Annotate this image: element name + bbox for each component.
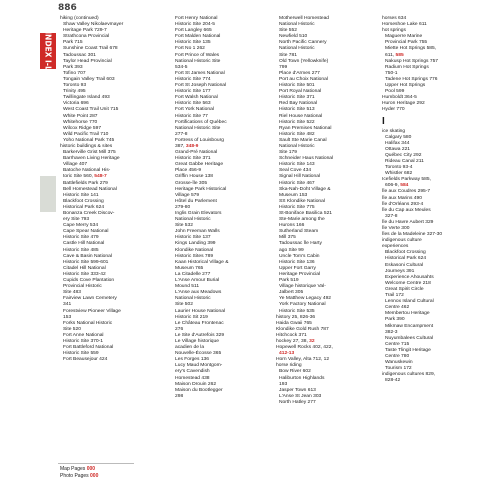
index-entry-text: Barrhaven Living Heritage [63, 156, 120, 162]
index-entry-text: Grand-Pré National [175, 150, 218, 156]
page-number: 886 [58, 3, 77, 13]
index-entry-text: Whistler 682 [385, 171, 413, 177]
photo-pages-number: 000 [90, 472, 99, 479]
index-entry-text: Fort Prince of Wales [175, 52, 220, 58]
index-entry-text: Batoche National His- [63, 168, 111, 174]
index-entry-text: Historic Site 599-601 [63, 259, 109, 265]
index-entry-text: Historic Site 775 [279, 204, 315, 210]
index-entry-text: 277-8 [175, 131, 188, 137]
photo-pages-label: Photo Pages [60, 472, 91, 479]
index-entry-text: Village historique Val- [279, 284, 326, 290]
index-entry-text: Membertou Heritage [385, 311, 430, 317]
index-entry-text: Île du Cap aux Meules [382, 207, 431, 213]
index-subentry [60, 357, 134, 363]
index-entry-text: Historic Site 535 [279, 308, 315, 314]
index-entry-text: 387, [175, 143, 186, 149]
index-entry-text: L'Anse Amour Burial [175, 278, 220, 284]
index-entry-text: 327-8 [385, 213, 398, 219]
index-entry-text: Les Forges 136 [175, 357, 209, 363]
index-entry-text: Site 179 [279, 150, 297, 156]
index-entry-text: Citadel Hill National [63, 265, 106, 271]
index-entry-text: Yoho National Park 745 [63, 137, 115, 143]
index-entry-text: Centre 715 [385, 341, 410, 347]
index-section-tab-label: INDEX I-L [43, 31, 53, 71]
index-entry-text: Historic Sit 219 [175, 314, 208, 320]
index-entry-text: Historic Site 513 [279, 107, 315, 113]
index-entry-text: Fort Henry National [175, 16, 218, 21]
index-map-page-ref: 584 [400, 183, 409, 189]
index-entry-text: 606-9, [385, 183, 401, 189]
index-entry-text: Bonanza Creek Discov- [63, 211, 115, 216]
index-entry-text: Toronto 93 [63, 83, 87, 89]
index-entry-text: Historic Site 774 [175, 76, 211, 82]
index-entry-text: Fort No 1 262 [175, 46, 205, 52]
index-entry-text: Great Spirit Circle [385, 286, 424, 292]
index-entry-text: Victoria 696 [63, 101, 89, 107]
index-entry-text: Historic Site 522 [279, 119, 315, 125]
index-entry-text: hockey 27, 38, [276, 338, 310, 344]
index-entry-text: Klondike National [175, 247, 214, 253]
index-entry-text: 799 [279, 64, 288, 70]
index-entry-text: Sunshine Coast Trail 678 [63, 46, 118, 52]
index-column-4 [382, 16, 456, 384]
index-entry-text: Site 552 [279, 28, 297, 34]
index-subentry [276, 400, 350, 406]
index-entry-text: Tofino 707 [63, 70, 86, 76]
index-entry-text: ago Site 99 [279, 247, 304, 253]
index-entry-text: Historic Site 371 [175, 156, 211, 162]
index-entry-text: L'Anse aux Meadows [175, 290, 222, 296]
index-entry-text: Ye Matthew Legacy 492 [279, 296, 332, 302]
index-entry-text: Historic Site 141 [63, 192, 99, 198]
index-entry-text: Fort Walsh National [175, 95, 218, 101]
index-entry-text: Mound 511 [175, 284, 200, 290]
index-map-page-ref: 548-7 [94, 174, 107, 180]
index-entry-text: Maison du Bootlegger [175, 387, 223, 393]
index-entry-text: Heritage Park Historical [175, 186, 227, 192]
index-entry-text: Port Royal National [279, 89, 322, 95]
index-section-tab [40, 33, 56, 69]
index-entry-text: Griffin House 138 [175, 174, 213, 180]
index-entry-text: Jalbert 305 [279, 290, 304, 296]
index-entry-text: Hyder 770 [382, 107, 405, 113]
index-entry-text: Île aux Coudres 295-7 [382, 189, 431, 195]
index-entry-text: Uncle Tom's Cabin [279, 253, 320, 259]
index-entry-text: Fortifications of Québec [175, 119, 227, 125]
index-entry-text: Blackfoot Crossing [385, 250, 426, 256]
index-subentry [382, 378, 456, 384]
index-entry-text: Place d'Armes 277 [279, 70, 320, 76]
index-entry-text: 534-5 [175, 64, 188, 70]
index-entry-text: Fort St James National [175, 70, 225, 76]
index-entry-text: Journeys 391 [385, 268, 415, 274]
index-entry-text: Historic Site 482 [279, 131, 315, 137]
index-entry-text: Welcome Centre 218 [385, 280, 431, 286]
index-entry-text: Kings Landing 399 [175, 241, 216, 247]
index-entry-text: Le Village historique [175, 338, 219, 344]
margin-strip [40, 176, 56, 212]
index-entry-text: Twillingate Island 493 [63, 95, 110, 101]
index-entry-text: Shaw Valley Nikolaevmayer [63, 22, 124, 28]
index-entry-text: Historic Site 563 [175, 101, 211, 107]
index-entry-text: Old Town (Yellowknife) [279, 58, 329, 64]
index-entry-text: Wanuskewin [385, 360, 413, 366]
index-entry-text: Calgary 580 [385, 134, 412, 140]
index-subentry [172, 394, 246, 400]
index-entry-text: Tadene Hot Springs 776 [385, 76, 438, 82]
index-entry-text: Hopewell Rocks 402, 422, [276, 345, 333, 351]
index-entry-text: Historic Site 371 [279, 95, 315, 101]
index-entry-text: Park 393 [63, 64, 83, 70]
index-entry-text: Site 502 [175, 302, 193, 308]
index-entry-text: Historic Site 479 [63, 235, 99, 241]
index-entry-text: acadien de la [175, 345, 205, 351]
index-entry-text: Forks National Historic [63, 320, 113, 326]
index-entry-text: Upper Fort Garry [279, 265, 316, 271]
index-entry-text: Îles de la Madeleine 327-30 [382, 232, 443, 238]
index-entry-text: Port au Choix National [279, 76, 328, 82]
index-entry-text: Historical Park 624 [63, 204, 105, 210]
index-letter-heading: I [382, 115, 385, 127]
index-entry-text: experiences [382, 244, 409, 250]
index-entry-text: Centre 780 [385, 353, 410, 359]
index-entry-text: Park 715 [63, 40, 83, 46]
index-entry-text: Haliburton Highlands [279, 375, 325, 381]
index-entry-text: Battlefields Park 279 [63, 180, 108, 186]
index-entry-text: Hurons 166 [279, 223, 305, 229]
index-entry-text: Red Bay National [279, 101, 318, 107]
index-entry-text: Fort Malden National [175, 34, 221, 40]
index-entry-text: history 25, 826-36 [276, 314, 316, 320]
index-entry-text: Village 407 [63, 162, 88, 168]
index-entry-text: Île Verte 300 [382, 226, 410, 231]
index-entry-text: National Historic [279, 143, 315, 149]
index-entry-text: Village 579 [175, 192, 200, 198]
index-entry-text: Miette Hot Springs 585, [385, 46, 437, 52]
index-entry-text: Trail 172 [385, 293, 404, 299]
index-map-page-ref: 412-13 [279, 351, 295, 357]
index-entry-text: Historic Site 177 [175, 89, 211, 95]
index-entry-text: Kaan Historical Village & [175, 259, 229, 265]
index-entry-text: Nouvelle-Écosse 365 [175, 351, 222, 357]
index-entry-text: Pool 599 [385, 89, 405, 95]
index-entry-text: 611, [385, 52, 396, 58]
index-entry-text: Fort Beausejour 424 [63, 357, 108, 363]
index-entry-text: Tadoussac 301 [63, 52, 96, 58]
index-entry-text: North Hatley 277 [279, 399, 316, 405]
index-entry-text: Historic Site 204-5 [175, 22, 215, 28]
index-entry-text: Historic Site 485 [63, 247, 99, 253]
index-entry-text: John Freeman Walls [175, 229, 220, 235]
index-column-1 [60, 16, 134, 363]
index-entry-text: Whitehorse 770 [63, 119, 98, 125]
index-entry-text: 341 [63, 302, 72, 308]
index-entry-text: Cape Merry 534 [63, 223, 99, 229]
index-entry-text: Tourism 172 [385, 366, 412, 372]
index-entry-text: North Pacific Cannery [279, 40, 327, 46]
index-entry-text: Île du Havre Aubert 329 [382, 219, 434, 225]
index-entry-text: Site 781 [279, 52, 297, 58]
index-entry-text: Fort Battleford National [63, 345, 114, 351]
index-map-page-ref: 585 [395, 52, 404, 58]
index-entry-text: Historical Park 624 [385, 256, 427, 262]
index-entry-text: Historic Site 143 [279, 162, 315, 168]
index-entry-text: Historic Site 137 [175, 235, 211, 241]
index-entry-text: Historic Site 501 [279, 83, 315, 89]
index-entry-text: Museum 765 [175, 265, 204, 271]
index-entry-text: Heritage Provincial [279, 271, 321, 277]
map-reference-box [60, 466, 136, 479]
index-entry-text: ery Site 793 [63, 217, 90, 223]
index-entry-text: Mikmaw Encampment [385, 323, 434, 329]
index-entry-text: Taste Tlingit Heritage [385, 347, 431, 353]
index-entry-text: Québec City 292 [385, 152, 422, 158]
index-entry-text: Strathcona Provincial [63, 34, 110, 40]
index-entry-text: West Coast Trail Unit 715 [63, 107, 119, 113]
index-entry-text: 382-3 [385, 329, 398, 335]
index-entry-text: Centre 462 [385, 305, 410, 311]
index-entry-text: Cape Spear National [63, 229, 109, 235]
index-entry-text: St-Boniface Basilica 521 [279, 211, 333, 216]
index-entry-text: Fortress of Louisbourg [175, 137, 224, 143]
index-entry-text: Sutherland Steam [279, 229, 319, 235]
index-entry-text: Riel House National [279, 113, 323, 119]
index-entry-text: Historic Site 370-1 [63, 338, 103, 344]
index-entry-text: Hôtel du Parlement [175, 198, 217, 204]
index-entry-text: Provincial Park 755 [385, 40, 428, 46]
index-entry-text: National Historic Site [175, 125, 221, 131]
index-entry-text: Le Site d'Autrefois 329 [175, 332, 225, 338]
index-entry-text: Historic Site 136 [279, 259, 315, 265]
index-entry-text: 750-1 [385, 70, 398, 76]
index-entry-text: Historic Site 333-42 [63, 271, 106, 277]
index-entry-text: National Historic [279, 46, 315, 52]
index-entry-text: 153 [63, 314, 72, 320]
index-entry-text: horse riding [276, 363, 302, 369]
index-entry-text: Ottawa 221 [385, 146, 411, 152]
index-entry-text: Horseshoe Lake 611 [382, 22, 427, 28]
index-entry-text: ery's Cavendish [175, 369, 210, 375]
index-entry-text: Lennox Island Cultural [385, 299, 434, 305]
index-entry-text: Toronto 93-4 [385, 165, 413, 171]
index-entry-text: Great Gabbe Heritage [175, 162, 224, 168]
index-entry-text: Fort St Joseph National [175, 83, 227, 89]
index-entry-text: hot springs [382, 28, 406, 34]
index-entry-text: Site 532 [175, 223, 193, 229]
index-entry-text: horses 634 [382, 16, 407, 21]
index-entry-text: La Citadelle 277 [175, 271, 211, 277]
index-entry-text: Mill 375 [279, 235, 296, 241]
index-entry-text: indigenous culture [382, 238, 422, 244]
index-entry-text: Laurier House National [175, 308, 226, 314]
index-entry-text: Site 483 [63, 290, 81, 296]
index-entry-text: 279-80 [175, 204, 191, 210]
index-entry-text: Halifax 344 [385, 140, 410, 146]
map-pages-number: 000 [86, 466, 96, 472]
index-column-3 [276, 16, 350, 406]
index-entry-text: indigenous cultures 829, [382, 372, 436, 378]
index-entry-text: Ryan Premises National [279, 125, 332, 131]
index-entry-text: Radium Hot Springs [385, 64, 429, 70]
index-entry-text: Grosse-Île 305 [175, 180, 208, 186]
index-entry-text: Tadoussac Île Harty [279, 241, 322, 247]
index-entry-text: Fort York National [175, 107, 214, 113]
index-entry-text: National Historic [279, 22, 315, 28]
index-entry-text: Cupids Cove Plantation [63, 278, 115, 284]
index-entry-text: Park 519 [279, 278, 299, 284]
index-entry-text: Park 390 [385, 317, 405, 323]
index-entry-text: 828-42 [385, 378, 401, 384]
index-entry-text: SS Klondike National [279, 198, 325, 204]
index-entry-text: Bow River 602 [279, 369, 311, 375]
index-entry-text: Wilcox Ridge 597 [63, 125, 102, 131]
index-entry-text: Maguerre Marine [385, 34, 423, 40]
index-entry-text: Huron Heritage 292 [382, 101, 425, 107]
photo-pages-line [60, 473, 136, 480]
index-map-page-ref: 32 [309, 338, 315, 344]
index-entry-text: Schneider Haus National [279, 156, 334, 162]
index-entry-text: Historic Site 135 [175, 40, 211, 46]
index-entry-text: Klondike Gold Rush 787 [276, 326, 329, 332]
index-entry-text: Museum 153 [279, 192, 308, 198]
index-entry-text: Homestead 438 [175, 375, 210, 381]
index-entry-text: 298 [175, 393, 184, 399]
index-entry-text: Rideau Canal 211 [385, 158, 424, 164]
index-entry [382, 107, 456, 113]
index-entry-text: Bell Homestead National [63, 186, 117, 192]
index-entry-text: Lucy Maud Montgom- [175, 363, 223, 369]
index-entry-text: toric Site 560, [63, 174, 95, 180]
index-entry-text: Site 520 [63, 326, 81, 332]
index-entry-text: Historic Sites 789 [175, 253, 214, 259]
index-entry-text: Fort Anne National [63, 332, 104, 338]
index-entry-text: National Historic [175, 217, 211, 223]
map-pages-line [60, 466, 136, 473]
index-entry-text: Provincial Historic [63, 284, 102, 290]
index-entry-text: Haida Gwaii 765 [276, 320, 312, 326]
index-entry-text: Fairview Lawn Cemetery [63, 296, 117, 302]
index-entry-text: Sault Ste Marie Canal [279, 137, 327, 143]
index-entry-text: Hitchcock 371 [276, 332, 307, 338]
index-column-2 [172, 16, 246, 400]
index-entry-text: 193 [279, 381, 288, 387]
index-map-page-ref: 348-9 [185, 143, 199, 149]
index-entry-text: Wild Pacific Trail 710 [63, 131, 109, 137]
index-entry-text: Heritage Park 729-7 [63, 28, 107, 34]
index-entry-text: Trinity 495 [63, 89, 86, 95]
index-entry-text: Blackfoot Crossing [63, 198, 104, 204]
index-entry-text: Signal Hill National [279, 174, 321, 180]
index-entry-text: Ska-Nah-Doht Village & [279, 186, 331, 192]
index-entry-text: Jasper Town 613 [279, 387, 316, 393]
index-entry-text: Nakusp Hot Springs 757 [385, 58, 439, 64]
index-entry-text: L'Anse St Jean 303 [279, 393, 322, 399]
index-entry-text: Eskasoni Cultural [385, 262, 424, 268]
index-entry-text: Newfield 510 [279, 34, 308, 40]
index-entry-text: Experience Ahousahts [385, 274, 434, 280]
index-entry-text: Castle Hill National [63, 241, 105, 247]
index-entry-text: Cave & Basin National [63, 253, 112, 259]
index-entry-text: Forestview Pioneer Village [63, 308, 121, 314]
map-pages-label: Map Pages [60, 466, 87, 472]
index-entry-text: Nuyumbalees Cultural [385, 335, 434, 341]
index-entry-text: historic buildings & sites [60, 143, 113, 149]
index-entry-text: Historic Site 467 [279, 180, 315, 186]
index-entry-text: Île aux Marins 490 [382, 195, 422, 201]
index-entry-text: Maison Drouin 262 [175, 381, 217, 387]
index-entry-text: York Factory National [279, 302, 326, 308]
index-entry-text: Place 456-9 [175, 168, 202, 174]
index-entry-text: Taylor Head Provincial [63, 58, 112, 64]
index-entry-text: National Historic Site [175, 58, 221, 64]
index-entry-text: Historic Site 77 [175, 113, 208, 119]
index-entry-text: ice skating [382, 128, 406, 134]
index-entry-text: Fort Langley 665 [175, 28, 212, 34]
index-entry-text: 276 [175, 326, 184, 332]
index-entry-text: Motherwell Homestead [279, 16, 330, 21]
index-entry-text: Le Château Frontenac [175, 320, 224, 326]
index-entry-text: hiking (continued) [60, 16, 99, 21]
divider [58, 463, 134, 464]
index-entry-text: Tongain Valley Trail 603 [63, 76, 115, 82]
index-entry-text: Île d'Orléans 293-4 [382, 201, 424, 207]
index-entry-text: Historic Site 559 [63, 351, 99, 357]
index-entry-text: Upper Hot Springs [385, 83, 426, 89]
index-entry-text: Humboldt 364-5 [382, 95, 417, 101]
index-entry-text: Ste-Marie among the [279, 217, 325, 223]
index-entry-text: Barkerville Grist Mill 375 [63, 150, 116, 156]
index-entry-text: Horn Valley, Alta 712, 12 [276, 357, 330, 363]
index-entry-text: National Historic [175, 296, 211, 302]
index-entry-text: Inglis Grain Elevators [175, 211, 222, 216]
index-entry-text: Icefields Parkway 585, [382, 177, 431, 183]
index-entry-text: Seal Cove 434 [279, 168, 312, 174]
index-entry-text: White Point 287 [63, 113, 98, 119]
